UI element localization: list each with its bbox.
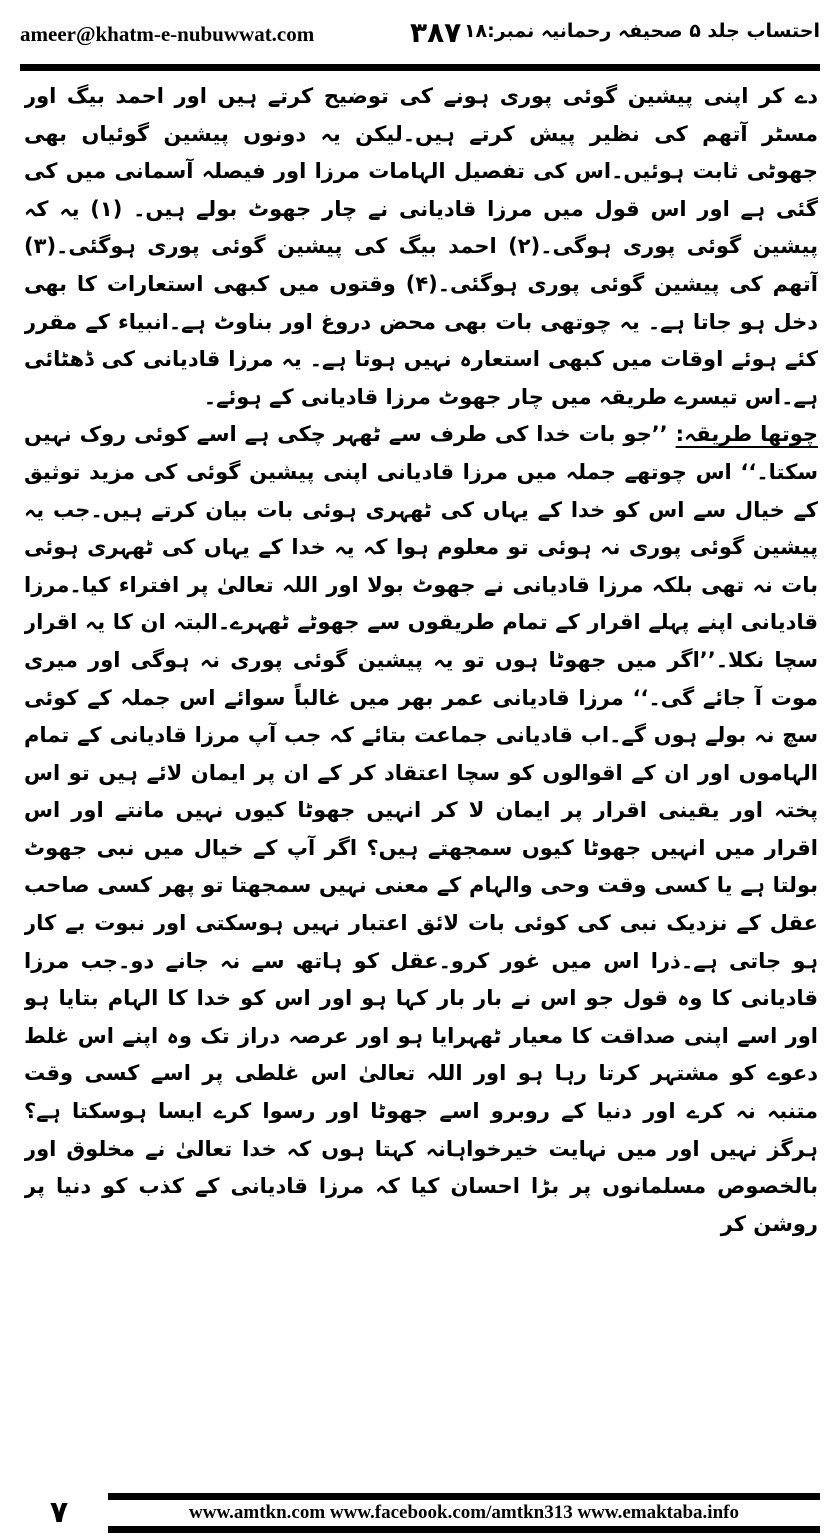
page-body [24,78,818,1473]
header-email: ameer@khatm-e-nubuwwat.com [20,22,315,46]
paragraph: دے کر اپنی پیشین گوئی پوری ہونے کی توضیح کرتے ہیں اور احمد بیگ اور مسٹر آتھم کی نظیر پیش کرتے ہیں۔لیکن یہ دونوں پیشین گوئیاں بھی جھوٹی ثابت ہوئیں۔اس کی تفصیل الہامات مرزا اور فیصلہ آسمانی میں کی گئی ہے اور اس قول میں مرزا قادیانی نے چار جھوٹ بولے ہیں۔ (۱) یہ کہ پیشین گوئی پوری ہوگی۔(۲) احمد بیگ کی پیشین گوئی پوری ہوگئی۔(۳) آتھم کی پیشین گوئی پوری ہوگئی۔(۴) وقتوں میں کبھی استعارات کا بھی دخل ہو جاتا ہے۔ یہ چوتھی بات بھی محض دروغ اور بناوٹ ہے۔انبیاء کے مقرر کئے ہوئے اوقات میں کبھی استعارہ نہیں ہوتا ہے۔ یہ مرزا قادیانی کی ڈھٹائی ہے۔اس تیسرے طریقہ میں چار جھوٹ مرزا قادیانی کے ہوئے۔ [24,84,818,409]
paragraph-text: ’’جو بات خدا کی طرف سے ٹھہر چکی ہے اسے کوئی روک نہیں سکتا۔‘‘ اس چوتھے جملہ میں مرزا قادیانی اپنی پیشین گوئی کی مزید توثیق کے خیال سے اس کو خدا کے یہاں کی ٹھہری ہوئی بات بیان کرتے ہیں۔جب یہ پیشین گوئی پوری نہ ہوئی تو معلوم ہوا کہ یہ خدا کے یہاں کی ٹھہری ہوئی بات نہ تھی بلکہ مرزا قادیانی نے جھوٹ بولا اور اللہ تعالیٰ پر افتراء کیا۔مرزا قادیانی اپنے پہلے اقرار کے تمام طریقوں سے جھوٹے ٹھہرے۔البتہ ان کا یہ اقرار سچا نکلا۔’’اگر میں جھوٹا ہوں تو یہ پیشین گوئی پوری نہ ہوگی اور میری موت آ جائے گی۔‘‘ مرزا قادیانی عمر بھر میں غالباً سوائے اس جملہ کے کوئی سچ نہ بولے ہوں گے۔اب قادیانی جماعت بتائے کہ جب آپ مرزا قادیانی کے تمام الہاموں اور ان کے اقوالوں کو سچا اعتقاد کر کے ان پر ایمان لائے ہیں تو اس پختہ اور یقینی اقرار پر ایمان لا کر انہیں جھوٹا کیوں نہیں مانتے اور اس اقرار میں انہیں جھوٹا کیوں سمجھتے ہیں؟ اگر آپ کے خیال میں نبی جھوٹ بولتا ہے یا کسی وقت وحی والہام کے معنی نہیں سمجھتا تو پھر کسی صاحب عقل کے نزدیک نبی کی کوئی بات لائق اعتبار نہیں ہوسکتی اور نبوت بے کار ہو جاتی ہے۔ذرا اس میں غور کرو۔عقل کو ہاتھ سے نہ جانے دو۔جب مرزا قادیانی کا وہ قول جو اس نے بار بار کہا ہو اور اس کو خدا کا الہام بتایا ہو اور اسے اپنی صداقت کا معیار ٹھہرایا ہو اور عرصہ دراز تک وہ اپنے اس غلط دعوے کو مشتہر کرتا رہا ہو اور اللہ تعالیٰ اس غلطی پر اسے کسی وقت متنبہ نہ کرے اور دنیا کے روبرو اسے جھوٹا اور رسوا کرے ایسا ہوسکتا ہے؟ ہرگز نہیں اور میں نہایت خیرخواہانہ کہتا ہوں کہ خدا تعالیٰ نے مخلوق اور بالخصوص مسلمانوں پر بڑا احسان کیا کہ مرزا قادیانی کے کذب کو دنیا پر روشن کر [24,422,818,1236]
header-rule [20,64,820,71]
paragraph [24,416,818,1243]
footer-bar [108,1493,820,1533]
header-page-number: ۳۸۷ [410,16,462,49]
header-book-title: احتساب جلد ۵ صحیفہ رحمانیہ نمبر:۱۸ [463,20,820,42]
page-footer [20,1493,820,1533]
footer-links: www.amtkn.com www.facebook.com/amtkn313 www.emaktaba.info [189,1502,739,1523]
page-header [20,18,820,54]
section-heading: چوتھا طریقہ: [675,422,818,447]
footer-number: ۷ [49,1495,69,1530]
